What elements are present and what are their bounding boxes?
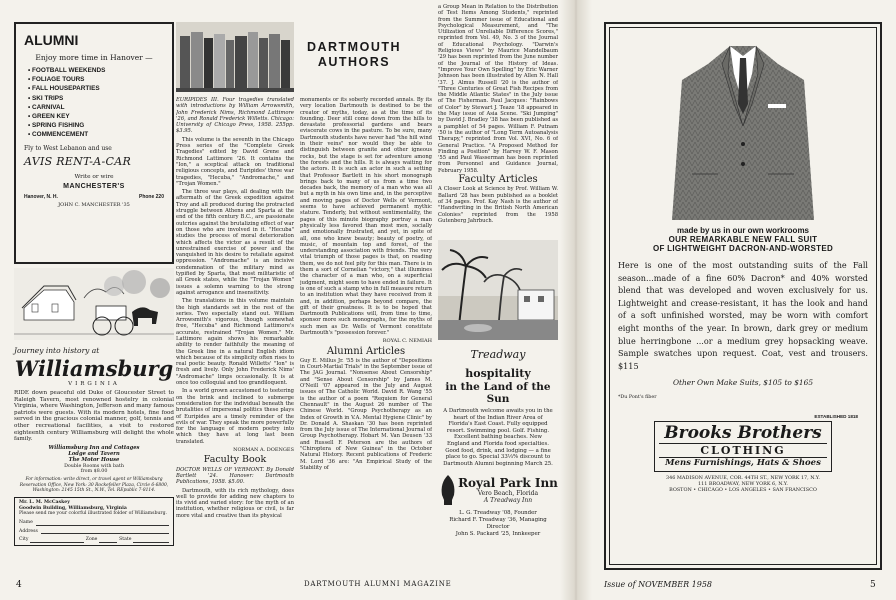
review-paragraph: The translations in this volume maintain the high standards set in the rest of the series. Two especially stand out. William Arrowsmith's vigorous, though somewhat free, "Hecuba" and Richmond Lattimore's accurate, restrained "Trojan Women." Mr. Lattimore again shows his remarkable ability to render faithfully the meaning of the Greek line in a natural English idiom which because of its simplicity often rises to real poetic beauty. Ronald Willetts' "Ion" is fresh and lively. Only John Frederick Nims' "Andromache" limps occasionally. It is at once too colloquial and too grandiloquent.: [176, 298, 294, 387]
list-item: • FALL HOUSEPARTIES: [28, 85, 100, 93]
williamsburg-logo: Williamsburg: [14, 356, 174, 381]
state-label: State: [119, 537, 132, 543]
state-field[interactable]: [133, 538, 169, 543]
treadway-inn-loc: Vero Beach, Florida: [477, 490, 539, 498]
treadway-founder: L. G. Treadway '08, Founder: [459, 510, 537, 517]
treadway-body: A Dartmouth welcome awaits you in the heart of the Indian River Area of Florida's East Coast. Fully equipped resort. Swimming pool. Golf. Fishing. Excellent bathing beaches. New England and Florida food specialties. Good food, drink, and lodging — a fine place to go. Special 33⅓% discount to Dartmouth Alumni beginning March 25.: [443, 408, 553, 467]
treadway-inn-name: Royal Park Inn: [458, 476, 558, 491]
brooks-line1: made by us in our own workrooms: [676, 226, 810, 235]
williamsburg-body: RIDE down peaceful old Duke of Gloucester Street to Raleigh Tavern, most renowned hostelry in colonial Virginia, where Washington, Jefferson and many famous patriots were guests. With its modern hotels, fine food served in the gracious colonial manner, golf, tennis and other recreational facilities, a visit to restored eighteenth century Williamsburg will delight the whole family.: [14, 390, 174, 443]
zone-field[interactable]: [99, 538, 117, 543]
left-page-number: 4: [16, 580, 22, 590]
alumni-ad-intro: Enjoy more time in Hanover —: [35, 53, 153, 62]
faculty-book-citation: DOCTOR WELLS OF VERMONT. By Donald Bartlett '24. Hanover: Dartmouth Publications, 1958. $5.00.: [176, 466, 294, 486]
williamsburg-lodge: Lodge and Tavern: [68, 451, 120, 458]
brooks-logo-mens: Mens Furnishings, Hats & Shoes: [665, 458, 821, 469]
williamsburg-journey: Journey into history at: [14, 346, 100, 355]
col2-signature: ROYAL C. NEMIAH: [382, 338, 432, 345]
alumni-ad-write: Write or wire: [74, 173, 114, 180]
faculty-book-heading: Faculty Book: [203, 454, 267, 466]
brooks-address1: 346 MADISON AVENUE, COR. 44TH ST., NEW YORK 17, N.Y.: [666, 475, 820, 482]
book-citation: EURIPIDES III. Four tragedies translated with introductions by William Arrowsmith, John Frederick Nims, Richmond Lattimore '26, and Ronald Frederick Willetts. Chicago: University of Chicago Press, 1958. 255pp. $3.95.: [176, 97, 294, 135]
treadway-ad: [438, 240, 558, 570]
col3-text: a Group Mean in Relation to the Distribution of Test Items Among Students," reprinted from the Summer issue of Educational and Psychological Measurement, and "The Utilization of Unreliable Difference Scores," reprinted from Vol. 49, No. 3 of the Journal of Educational Psychology. "Darwin's Religious Views" by Maurice Mandelbaum '29 has been reprinted from the June number of the Journal of the History of Ideas. "Improve Your Own Spelling" by Eric Warner Johnson has been illustrated by Allen N. Hall '37. J. Almus Russell '20 is the author of "Three Centuries of Great Fish Recipes from the Middle Atlantic States" in the July issue of The Fisherman. Paul Jacques: "Rainbows of Color" by Stewart J. Teaze '18 appeared in the May issue of Asia Scene. "Ski Jumping" by David J. Bradley '38 has been published as a pamphlet of 54 pages. William F. Putnam '50 is the author of "Long Term Autoanalysis Therapy," reprinted from Vol. XVI, No. 6 of General Practice. "A Proposed Method for Finding a Position" by Harvey W. F. Mason '55 and Paul Wasserman has been reprinted from Personnel and Guidance Journal, February 1958.: [438, 4, 558, 174]
brooks-body: Here is one of the most outstanding suits of the Fall season...made of a fine 60% Dacron* and 40% worsted blend that was developed and woven exclusively for us. Lightweight and crease-resistant, it has the look and hand of a soft unfinished worsted, may be worn with comfort eight months of the year. In brown, dark grey or medium blue herringbone ...or a medium grey hopsacking weave. Sample swatches upon request. Coat, vest and trousers. $115: [618, 260, 868, 371]
suit-photo: [668, 34, 818, 220]
list-item: • FOLIAGE TOURS: [28, 76, 85, 84]
brooks-brothers-logo: [654, 421, 832, 472]
city-label: City: [19, 537, 29, 543]
magazine-title-footer: DARTMOUTH ALUMNI MAGAZINE: [304, 580, 452, 588]
alumni-ad-fly: Fly to West Lebanon and use: [24, 144, 112, 152]
treadway-director: Richard F. Treadway '36, Managing Director: [449, 517, 547, 531]
review-paragraph: The three war plays, all dealing with the aftermath of the Greek expedition against Troy and all produced during the protracted struggle between Athens and Sparta at the end of the fifth century B.C., are passionate outcries against the brutalizing effect of war on those who are involved in it. "Hecuba" studies the process of moral deterioration which affects the victor as a result of the unrestrained exercise of power and the vanquished in his desire to retaliate against oppression. "Andromache" is an incisive condemnation of the military mind as typified by Sparta, that most militaristic of all Greek states, while the "Trojan Women" issues a solemn warning to the strong against arrogance and insensitivity.: [176, 189, 294, 296]
palm-beach-photo: [438, 240, 558, 340]
faculty-articles-heading: Faculty Articles: [458, 174, 538, 186]
list-item: • FOOTBALL WEEKENDS: [28, 67, 106, 74]
page-gutter: [560, 0, 592, 600]
brooks-established: ESTABLISHED 1818: [814, 414, 858, 420]
brooks-brothers-ad: [604, 22, 882, 570]
carriage-illustration: [14, 268, 174, 340]
form-addr: Goodwin Building, Williamsburg, Virginia: [19, 505, 127, 511]
williamsburg-inn: Williamsburg Inn and Cottages: [48, 444, 140, 451]
name-label: Name: [19, 519, 33, 525]
address-field[interactable]: [41, 529, 169, 534]
treadway-logo-icon: [438, 473, 458, 507]
list-item: • COMMENCEMENT: [28, 131, 89, 139]
authors-column-2: [300, 97, 432, 571]
books-photo: [176, 22, 294, 92]
brooks-logo-clothing: CLOTHING: [659, 443, 827, 458]
city-field[interactable]: [30, 538, 83, 543]
alumni-ad-location: Hanover, N. H.: [24, 193, 58, 200]
list-item: • CARNIVAL: [28, 103, 65, 111]
alumni-articles-text: Guy E. Millus Jr. '55 is the author of "Depositions in Court-Martial Trials" in the September issue of The JAG Journal. "Nonsense About Censorship" and "Sense About Censorship" by James M. O'Neill '07 appeared in the July and August issues of The Catholic World. David R. Wang '55 is the author of a poem "Requiem for General Chennault" in the August 26 number of The Chinese World. "Group Psychotherapy as an Index of Growth in V.A. Mental Hygiene Clinic" by Dr. Donald A. Shaskan '30 has been reprinted from the July issue of The International Journal of Group Psychotherapy. Hobart M. Van Deusen '33 and Russell F. Peterson are the authors of "Chiroptera of New Guinea" in the October Natural History. Recent publications of Frederic M. Lord '36 are: "An Empirical Study of the Stability of: [300, 357, 432, 471]
williamsburg-form: [14, 497, 174, 546]
williamsburg-rooms: Double Rooms with bath: [64, 463, 124, 469]
form-name: Mr. L. M. McCaskey: [19, 500, 70, 506]
williamsburg-from: from $8.00: [80, 469, 108, 475]
treadway-keeper: John S. Packard '25, Innkeeper: [455, 531, 541, 538]
list-item: • GREEN KEY: [28, 113, 70, 121]
zone-label: Zone: [85, 537, 98, 543]
authors-column-3: [438, 4, 558, 236]
brooks-line3: OF LIGHTWEIGHT DACRON-AND-WORSTED: [652, 244, 834, 253]
treadway-title-italic: Treadway: [470, 348, 526, 361]
name-field[interactable]: [36, 521, 169, 526]
authors-column-1: [176, 97, 294, 571]
brooks-other: Other Own Make Suits, $105 to $165: [672, 378, 814, 388]
williamsburg-ad: [14, 268, 174, 568]
list-item: • SPRING FISHING: [28, 122, 85, 130]
alumni-ad-person: JOHN C. MANCHESTER '35: [58, 201, 130, 208]
review-paragraph: In a world grown accustomed to teetering on the brink and inclined to submerge consideration for the individual beneath the brutalities of impersonal politics these plays of Euripides are a timely reminder of the evils of war. They speak the more powerfully for the language of modern poetry into which they have at long last been translated.: [176, 388, 294, 445]
alumni-articles-heading: Alumni Articles: [326, 345, 406, 357]
alumni-ad: [14, 22, 174, 264]
brooks-line2: OUR REMARKABLE NEW FALL SUIT: [668, 235, 818, 244]
form-request: Please send me your colorful illustrated folder of Williamsburg.: [19, 511, 167, 517]
list-item: • SKI TRIPS: [28, 94, 64, 102]
brooks-address2: 111 BROADWAY, NEW YORK 6, N.Y.: [698, 481, 788, 488]
brooks-cities: BOSTON • CHICAGO • LOS ANGELES • SAN FRANCISCO: [669, 487, 817, 494]
williamsburg-sub: VIRGINIA: [68, 381, 120, 387]
williamsburg-info: For information: write direct, or travel agent or Williamsburg Reservation Office, New York: 30 Rockefeller Plaza, Circle 6-6800, Washington: 2145 15th St., N.W., Tel. REpublic 7-8114.: [19, 477, 169, 493]
williamsburg-motor: The Motor House: [68, 457, 120, 464]
alumni-ad-title: ALUMNI: [24, 32, 79, 48]
brooks-logo-name: Brooks Brothers: [664, 423, 822, 444]
address-label: Address: [19, 528, 38, 534]
alumni-ad-dealer: MANCHESTER'S: [63, 182, 125, 190]
faculty-book-text-cont: monuments or its soberly recorded annals. By its very location Dartmouth is destined to be the creator of myths, today, as at the time of its founding. Deer still come down from the hills to devastate professorial gardens and bears eviscerate cows in the pasture. To be sure, many Dartmouth students have never had "the hill wind in their veins" nor would they be able to distinguish between granite and other igneous rocks, but the stage is set for adventure among the forests and the hills. It is always waiting for the actors. It is such an actor in such a setting that Professor Bartlett in his short monograph brings back to many of us from a time two decades back, the memory of a man who was all but a myth in his own time and, in the perceptive and moving pages of Doctor Wells of Vermont, seems to have achieved permanent mythic stature. Tenderly, but without sentimentality, the pages of this minute biography portray a man physically less favored than most men, socially and emotionally frustrated, and yet, in spite of all, one who knew beauty; beauty of poetry, of music, of mountain top and forest, of the understanding association with friends. The very vital triumph of those pages is that, on reading them, we do not feel pity for this man. There is in them a sort of Cornelian "victory," that illumines the character of a man who, on a superficial judgment, might seem to have ended in failure. It is one of such a stamp who in full measure return to an institution what they have received from it and, in addition, perhaps beyond compare, the gift of their greatness. It is to be hoped that Dartmouth Publications will, from time to time, sponsor more such monographs, for the myths of such men as Dr. Wells of Vermont constitute Dartmouth's "possession forever.": [300, 97, 432, 336]
alumni-ad-list: [24, 66, 164, 140]
treadway-inn-sub: A Treadway Inn: [483, 497, 533, 505]
faculty-articles-text: A Closer Look at Science by Prof. William W. Ballard '28 has been published as a booklet of 34 pages. Prof. Kay Nash is the author of "Handwriting in the British North American Colonies" reprinted from the 1958 Gutenberg Jahrbuch.: [438, 186, 558, 224]
treadway-title-rest: hospitality: [465, 367, 531, 380]
issue-date-footer: Issue of NOVEMBER 1958: [604, 580, 712, 589]
dartmouth-authors-title: DARTMOUTH AUTHORS: [306, 40, 402, 69]
review-paragraph: This volume is the seventh in the Chicago Press series of the "Complete Greek Tragedies" edited by David Grene and Richmond Lattimore '26. It contains the "Ion," a sceptical attack on traditional religious concepts, and Euripides' three war tragedies, "Hecuba," "Andromache," and "Trojan Women.": [176, 136, 294, 187]
alumni-ad-phone: Phone 220: [138, 193, 164, 200]
treadway-title-line2: in the Land of the Sun: [445, 381, 551, 405]
faculty-book-text: Dartmouth, with its rich mythology, does well to provide for adding new chapters to its vivid and varied story: for the myth of an institution, whether religious or civil, is far more vital and creative than its physical: [176, 487, 294, 519]
brooks-dupont: *Du Pont's fiber: [618, 395, 657, 401]
right-page-number: 5: [870, 580, 876, 590]
review-signature: NORMAN A. DOENGES: [233, 447, 294, 454]
avis-logo: AVIS RENT-A-CAR: [24, 154, 132, 168]
